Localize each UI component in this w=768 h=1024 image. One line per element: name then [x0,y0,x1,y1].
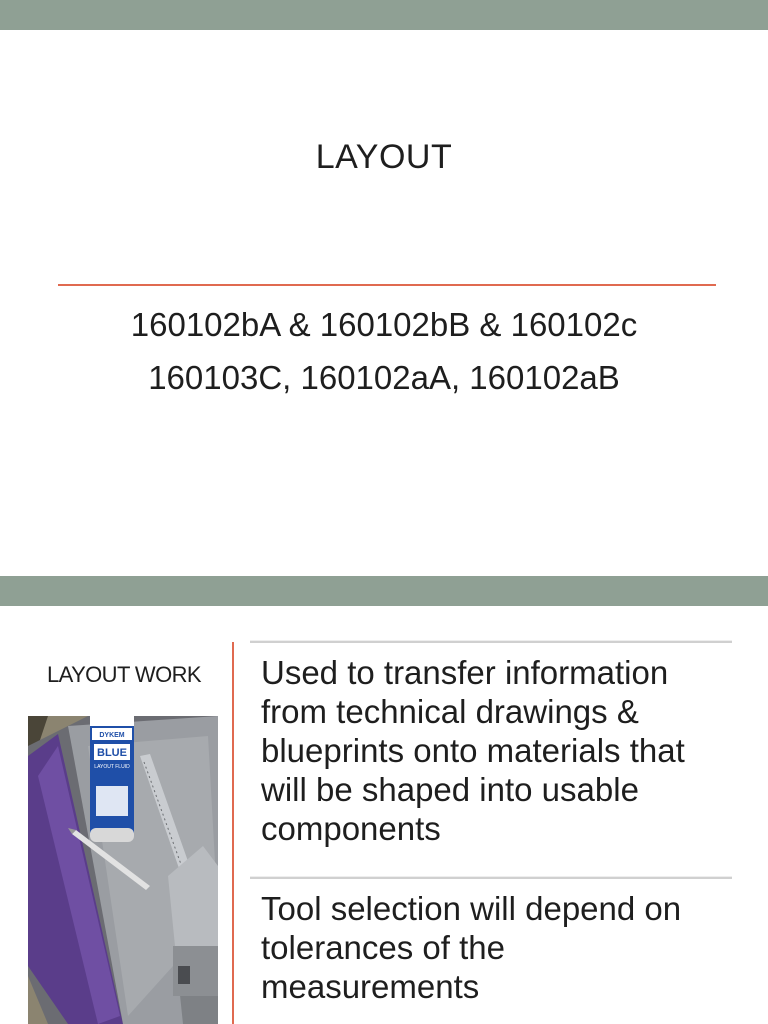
title-divider [58,284,716,286]
bullet-text: Tool selection will depend on tolerances of the measurements [261,890,682,1005]
section-heading: LAYOUT WORK [47,662,201,687]
bullet-item [250,877,732,1006]
content-slide [0,576,768,1024]
slide-subtitle [0,298,768,404]
bullet-text: Used to transfer information from technical drawings & blueprints onto materials that will be shaped into usable components [261,654,685,847]
vertical-divider [232,642,234,1024]
bullet-item [250,641,732,848]
subtitle-line: 160103C, 160102aA, 160102aB [148,359,620,396]
svg-text:BLUE: BLUE [97,747,127,759]
layout-tools-photo [28,716,218,1024]
subtitle-line: 160102bA & 160102bB & 160102c [130,306,638,343]
svg-text:DYKEM: DYKEM [99,732,125,739]
slide-top-bar [0,576,768,606]
svg-text:LAYOUT FLUID: LAYOUT FLUID [94,764,130,770]
slide-title: LAYOUT [315,138,453,176]
slide-top-bar [0,0,768,30]
